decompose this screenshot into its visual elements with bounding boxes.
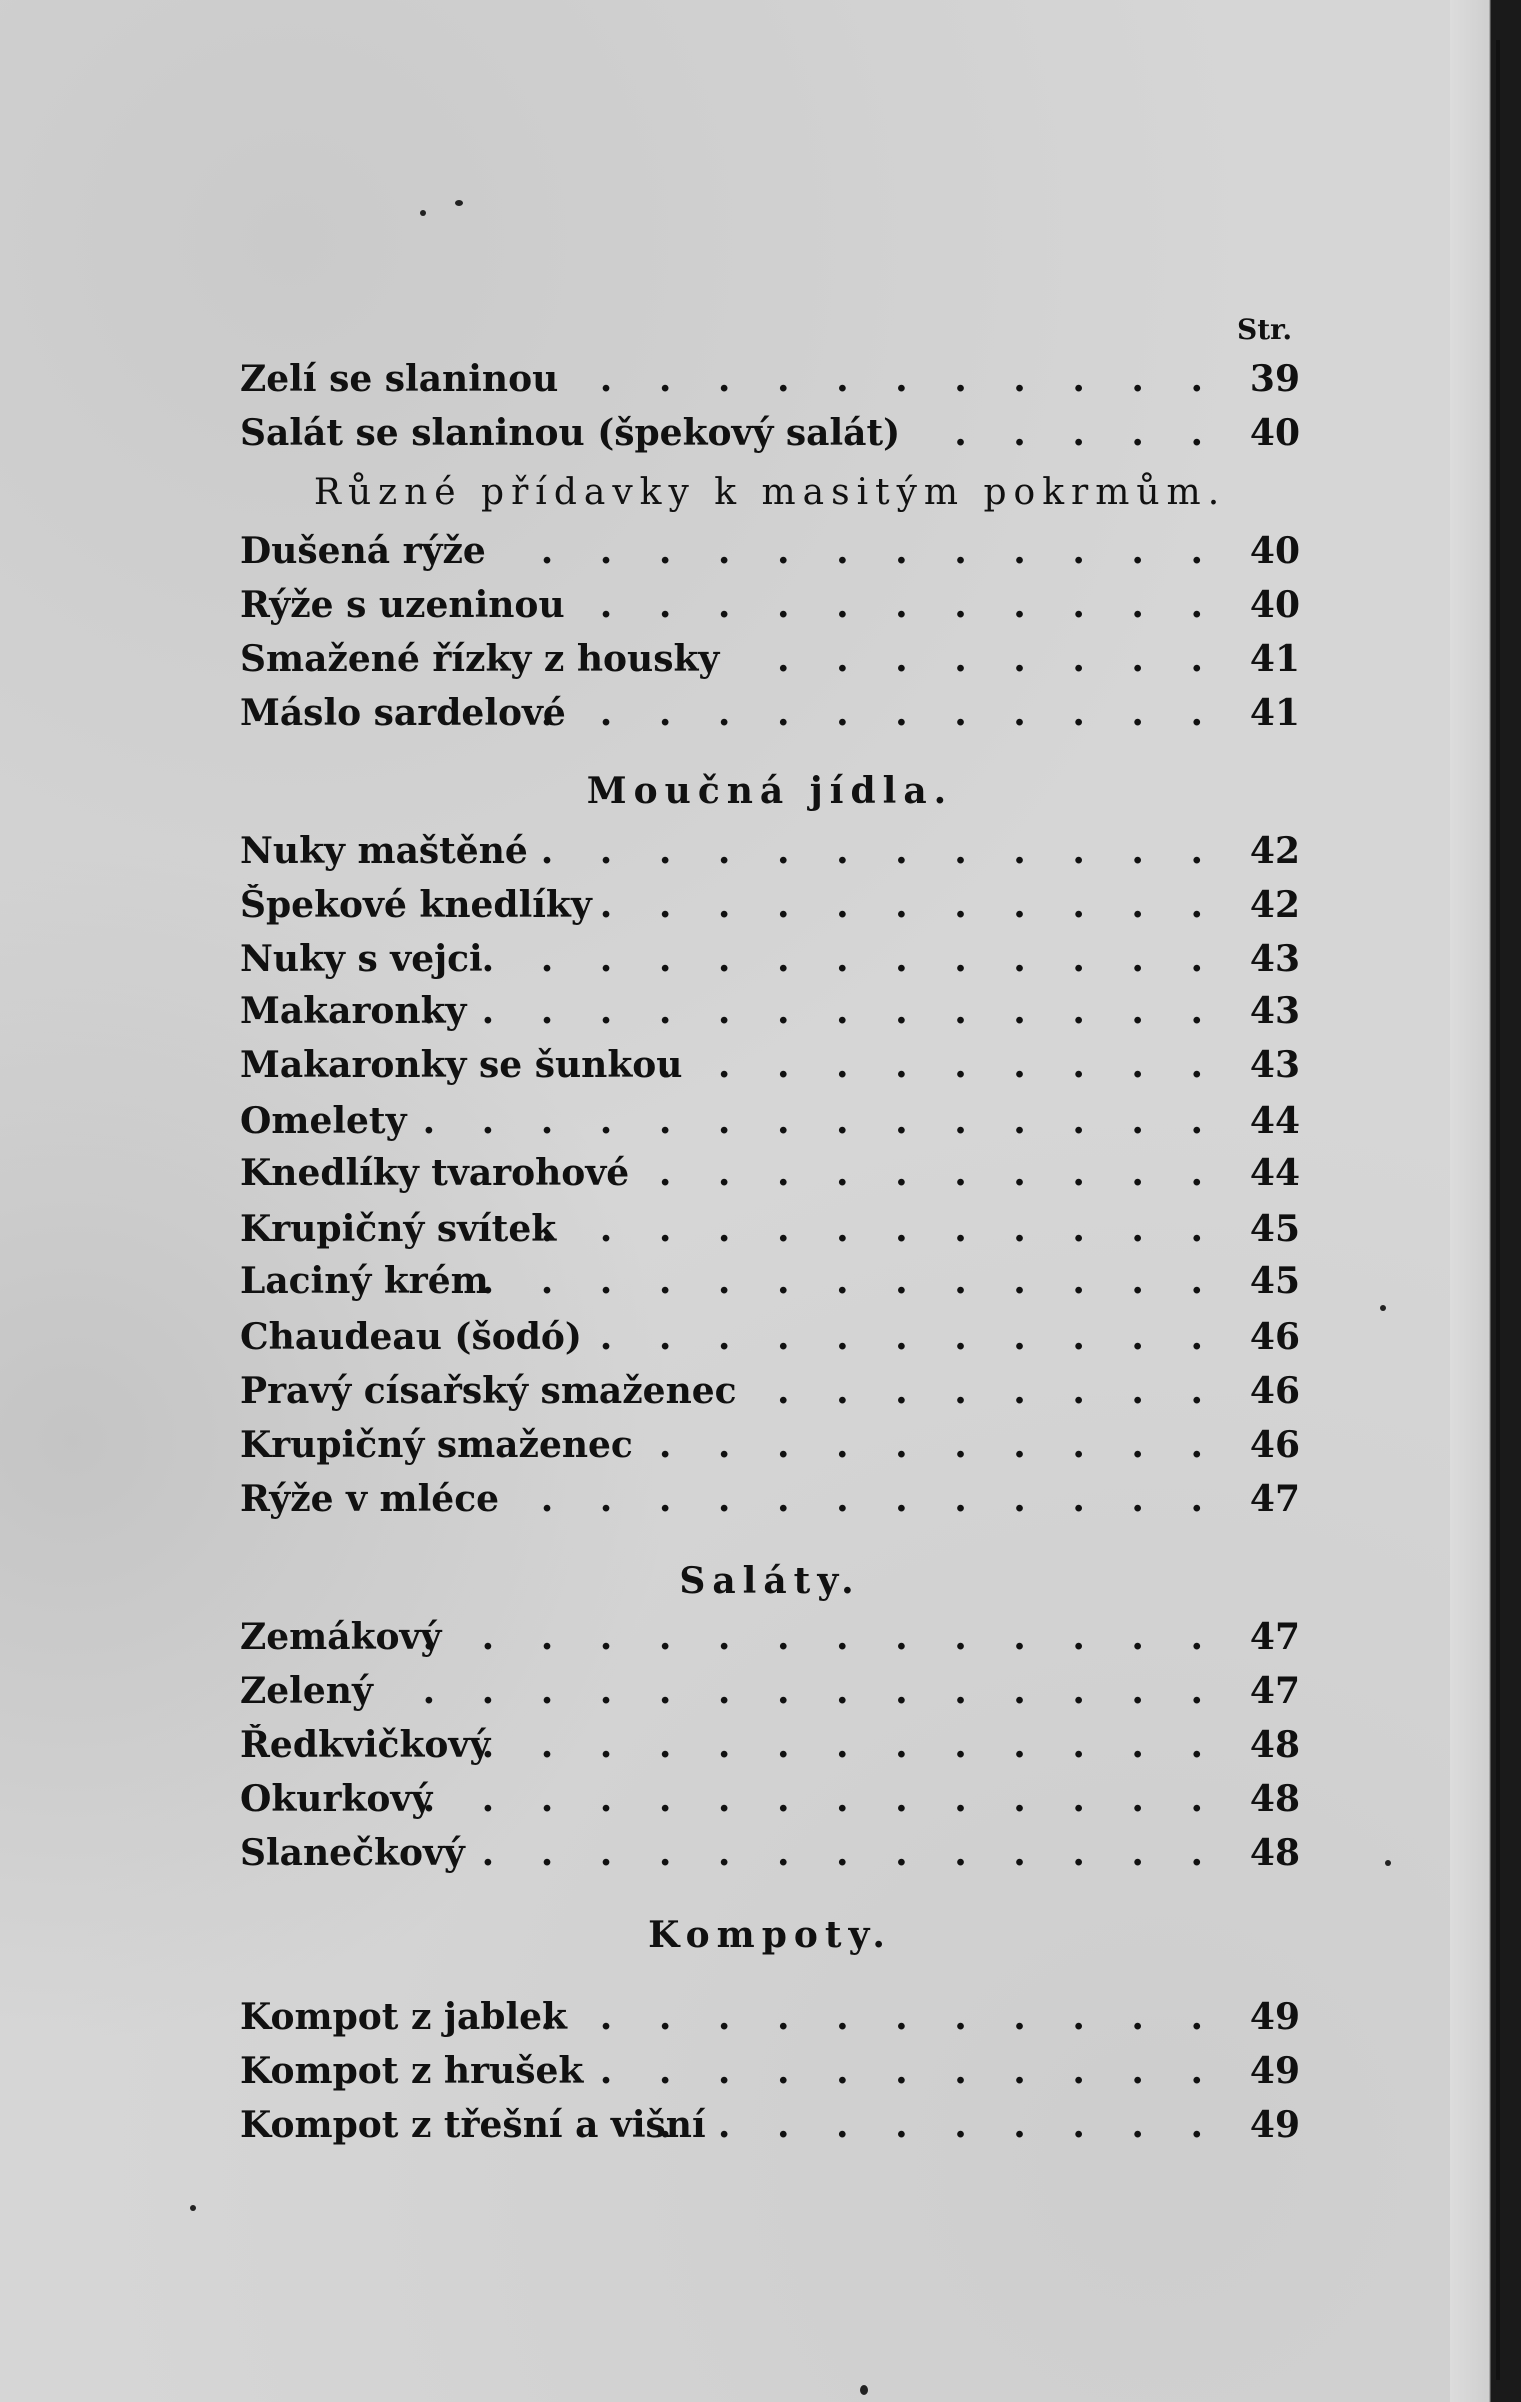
toc-entry bbox=[240, 1478, 1300, 1526]
toc-entry-title: Slanečkový bbox=[240, 1832, 465, 1874]
toc-leader-dots: . . . . . . . . . . . . bbox=[540, 530, 1220, 572]
toc-entry bbox=[240, 1208, 1300, 1256]
toc-leader-dots: . . . . . . . . bbox=[777, 1370, 1220, 1412]
print-speck bbox=[1385, 1860, 1391, 1866]
toc-leader-dots: . . . . . . . . . . . . . bbox=[481, 1260, 1220, 1302]
toc-entry-title: Nuky s vejci bbox=[240, 938, 483, 980]
toc-entry bbox=[240, 990, 1300, 1038]
toc-leader-dots: . . . . . . . . . . . . . . bbox=[422, 1778, 1220, 1820]
toc-entry bbox=[240, 1100, 1300, 1148]
toc-leader-dots: . . . . . . . . . . . . . . bbox=[422, 1616, 1220, 1658]
toc-page-number: 42 bbox=[1249, 884, 1300, 926]
toc-entry-title: Zelený bbox=[240, 1670, 373, 1712]
toc-entry bbox=[240, 1424, 1300, 1472]
toc-page-number: 43 bbox=[1249, 938, 1300, 980]
print-speck bbox=[420, 210, 426, 216]
toc-page-number: 44 bbox=[1249, 1100, 1300, 1142]
page-edge bbox=[1450, 0, 1521, 2402]
toc-entry bbox=[240, 2050, 1300, 2098]
toc-entry bbox=[240, 1832, 1300, 1880]
section-heading: Kompoty. bbox=[648, 1914, 892, 1956]
toc-entry-title: Zelí se slaninou bbox=[240, 358, 559, 400]
toc-entry-title: Dušená rýže bbox=[240, 530, 486, 572]
print-speck bbox=[1380, 1305, 1386, 1311]
toc-page-number: 39 bbox=[1249, 358, 1300, 400]
toc-page-number: 44 bbox=[1249, 1152, 1300, 1194]
toc-leader-dots: . . . . . . . . . . . . bbox=[540, 1208, 1220, 1250]
toc-leader-dots: . . . . . . . . . . . bbox=[599, 884, 1220, 926]
toc-leader-dots: . . . . . . . . . . . . . bbox=[481, 1832, 1220, 1874]
toc-page-number: 41 bbox=[1249, 692, 1300, 734]
toc-leader-dots: . . . . . . . . . . . . . bbox=[481, 1724, 1220, 1766]
toc-entry bbox=[240, 530, 1300, 578]
toc-page-number: 47 bbox=[1249, 1478, 1300, 1520]
toc-page-number: 49 bbox=[1249, 1996, 1300, 2038]
toc-entry bbox=[240, 1670, 1300, 1718]
toc-leader-dots: . . . . . . . . . . . . bbox=[540, 692, 1220, 734]
toc-entry-title: Krupičný smaženec bbox=[240, 1424, 633, 1466]
toc-page-number: 41 bbox=[1249, 638, 1300, 680]
toc-leader-dots: . . . . . . . . . . . . . . bbox=[422, 1670, 1220, 1712]
toc-leader-dots: . . . . . . . . . . . . . . bbox=[422, 990, 1220, 1032]
toc-entry-title: Ředkvičkový bbox=[240, 1724, 491, 1766]
toc-entry-title: Omelety bbox=[240, 1100, 407, 1142]
toc-page-number: 45 bbox=[1249, 1260, 1300, 1302]
toc-entry-title: Kompot z hrušek bbox=[240, 2050, 584, 2092]
toc-entry-title: Knedlíky tvarohové bbox=[240, 1152, 630, 1194]
toc-leader-dots: . . . . . bbox=[954, 412, 1220, 454]
toc-page-number: 49 bbox=[1249, 2050, 1300, 2092]
toc-page-number: 48 bbox=[1249, 1832, 1300, 1874]
print-speck bbox=[860, 2385, 868, 2395]
toc-leader-dots: . . . . . . . . . . bbox=[658, 1424, 1220, 1466]
toc-page-number: 42 bbox=[1249, 830, 1300, 872]
toc-leader-dots: . . . . . . . . . . . . . . bbox=[422, 1100, 1220, 1142]
toc-entry-title: Laciný krém bbox=[240, 1260, 489, 1302]
toc-entry bbox=[240, 638, 1300, 686]
toc-entry bbox=[240, 358, 1300, 406]
toc-entry bbox=[240, 1370, 1300, 1418]
toc-entry bbox=[240, 2104, 1300, 2152]
toc-entry-title: Makaronky bbox=[240, 990, 467, 1032]
section-heading: Různé přídavky k masitým pokrmům. bbox=[313, 472, 1227, 513]
toc-entry-title: Okurkový bbox=[240, 1778, 433, 1820]
toc-page-number: 47 bbox=[1249, 1670, 1300, 1712]
toc-leader-dots: . . . . . . . . bbox=[777, 638, 1220, 680]
toc-page-number: 47 bbox=[1249, 1616, 1300, 1658]
toc-page-number: 46 bbox=[1249, 1316, 1300, 1358]
toc-entry bbox=[240, 938, 1300, 986]
toc-entry-title: Máslo sardelové bbox=[240, 692, 566, 734]
toc-leader-dots: . . . . . . . . . . . bbox=[599, 2050, 1220, 2092]
toc-page-number: 43 bbox=[1249, 1044, 1300, 1086]
toc-entry-title: Špekové knedlíky bbox=[240, 884, 592, 926]
toc-entry bbox=[240, 1616, 1300, 1664]
page-column-label: Str. bbox=[1237, 313, 1293, 346]
toc-entry bbox=[240, 692, 1300, 740]
toc-leader-dots: . . . . . . . . . . . bbox=[599, 584, 1220, 626]
toc-entry bbox=[240, 1044, 1300, 1092]
toc-entry bbox=[240, 1778, 1300, 1826]
toc-entry bbox=[240, 412, 1300, 460]
section-heading: Saláty. bbox=[679, 1560, 861, 1602]
print-speck bbox=[190, 2205, 196, 2211]
print-speck bbox=[455, 200, 463, 206]
toc-entry bbox=[240, 584, 1300, 632]
toc-page-number: 45 bbox=[1249, 1208, 1300, 1250]
toc-page-number: 40 bbox=[1249, 412, 1300, 454]
toc-page-number: 48 bbox=[1249, 1724, 1300, 1766]
toc-entry-title: Makaronky se šunkou bbox=[240, 1044, 683, 1086]
toc-entry-title: Nuky maštěné bbox=[240, 830, 528, 872]
toc-page-number: 40 bbox=[1249, 530, 1300, 572]
toc-entry-title: Kompot z třešní a višní bbox=[240, 2104, 706, 2146]
toc-entry bbox=[240, 830, 1300, 878]
toc-leader-dots: . . . . . . . . . . . bbox=[599, 358, 1220, 400]
toc-entry-title: Rýže s uzeninou bbox=[240, 584, 565, 626]
toc-page-number: 46 bbox=[1249, 1424, 1300, 1466]
toc-entry bbox=[240, 1724, 1300, 1772]
toc-page-number: 43 bbox=[1249, 990, 1300, 1032]
toc-leader-dots: . . . . . . . . . . bbox=[658, 1044, 1220, 1086]
toc-entry-title: Rýže v mléce bbox=[240, 1478, 500, 1520]
toc-entry bbox=[240, 1260, 1300, 1308]
toc-leader-dots: . . . . . . . . . . bbox=[658, 2104, 1220, 2146]
toc-leader-dots: . . . . . . . . . . . . . bbox=[481, 938, 1220, 980]
toc-entry-title: Smažené řízky z housky bbox=[240, 638, 720, 680]
toc-entry bbox=[240, 1152, 1300, 1200]
page-edge-line bbox=[1496, 40, 1500, 2380]
toc-leader-dots: . . . . . . . . . . bbox=[658, 1152, 1220, 1194]
toc-entry-title: Zemákový bbox=[240, 1616, 442, 1658]
toc-page-number: 49 bbox=[1249, 2104, 1300, 2146]
toc-leader-dots: . . . . . . . . . . . . bbox=[540, 1478, 1220, 1520]
toc-page-number: 40 bbox=[1249, 584, 1300, 626]
toc-entry-title: Pravý císařský smaženec bbox=[240, 1370, 737, 1412]
toc-entry bbox=[240, 1316, 1300, 1364]
section-heading: Moučná jídla. bbox=[586, 770, 954, 812]
toc-entry-title: Salát se slaninou (špekový salát) bbox=[240, 412, 901, 454]
toc-entry bbox=[240, 884, 1300, 932]
toc-leader-dots: . . . . . . . . . . . . bbox=[540, 1996, 1220, 2038]
toc-entry-title: Krupičný svítek bbox=[240, 1208, 557, 1250]
toc-leader-dots: . . . . . . . . . . . . bbox=[540, 830, 1220, 872]
toc-entry-title: Kompot z jablek bbox=[240, 1996, 567, 2038]
toc-page-number: 48 bbox=[1249, 1778, 1300, 1820]
toc-leader-dots: . . . . . . . . . . . bbox=[599, 1316, 1220, 1358]
toc-entry bbox=[240, 1996, 1300, 2044]
toc-page-number: 46 bbox=[1249, 1370, 1300, 1412]
toc-entry-title: Chaudeau (šodó) bbox=[240, 1316, 582, 1358]
